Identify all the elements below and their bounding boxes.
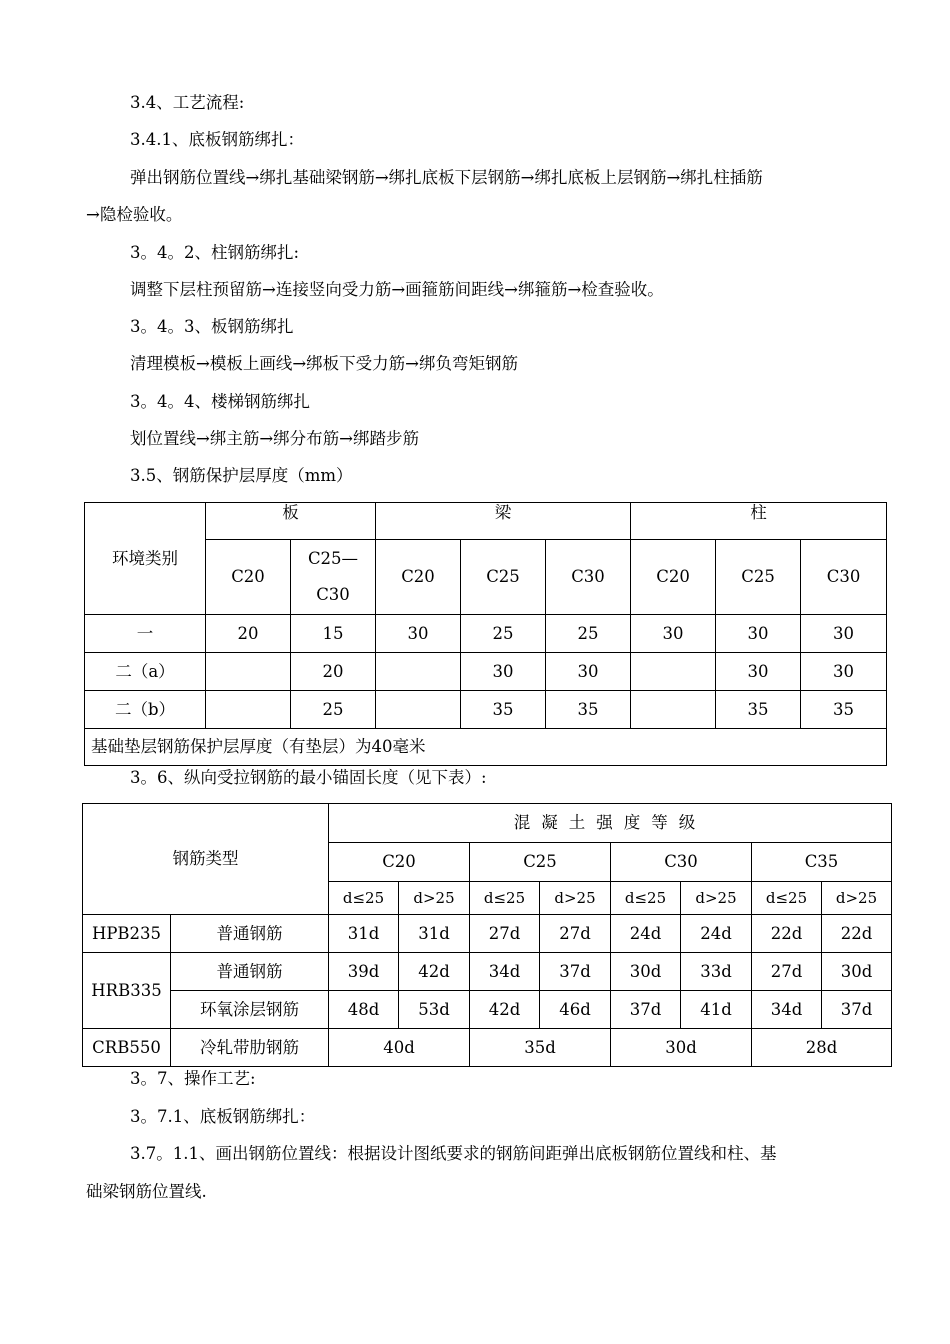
table-cell: 53d (399, 991, 470, 1029)
diameter-header: d>25 (681, 882, 752, 915)
table-row (85, 615, 887, 653)
step-3-7-1-1-line2: 础梁钢筋位置线. (86, 1182, 207, 1201)
table-cell: 35 (801, 691, 887, 729)
table-cell (631, 691, 716, 729)
table-cell: 35 (461, 691, 546, 729)
flow-plate: 清理模板→模板上画线→绑板下受力筋→绑负弯矩钢筋 (130, 354, 518, 373)
diameter-header: d>25 (540, 882, 611, 915)
section-3-4-heading: 3.4、工艺流程: (130, 93, 245, 112)
table-cell: 39d (329, 953, 399, 991)
table-cell: 31d (329, 915, 399, 953)
table-row (83, 953, 892, 991)
rebar-name: 冷轧带肋钢筋 (171, 1029, 329, 1067)
grade-header: C20 (206, 540, 291, 615)
table-cell: 37d (540, 953, 611, 991)
table-cell: 48d (329, 991, 399, 1029)
table-cell: 30d (611, 953, 681, 991)
table-cell: 27d (540, 915, 611, 953)
table-cell: 20 (291, 653, 376, 691)
flow-slab-line1: 弹出钢筋位置线→绑扎基础梁钢筋→绑扎底板下层钢筋→绑扎底板上层钢筋→绑扎柱插筋 (130, 168, 763, 187)
grade-header-line2: C30 (316, 585, 350, 604)
table-cell (631, 653, 716, 691)
table-cell (376, 653, 461, 691)
section-3-4-3-heading: 3。4。3、板钢筋绑扎 (130, 317, 294, 336)
rebar-code: CRB550 (83, 1029, 171, 1067)
flow-stair: 划位置线→绑主筋→绑分布筋→绑踏步筋 (130, 429, 419, 448)
flow-slab-line2: →隐检验收。 (86, 205, 183, 224)
table-cell: 15 (291, 615, 376, 653)
flow-column: 调整下层柱预留筋→连接竖向受力筋→画箍筋间距线→绑箍筋→检查验收。 (130, 280, 664, 299)
table-cell: 30 (716, 615, 801, 653)
table-cell: 42d (399, 953, 470, 991)
table-cell: 30 (461, 653, 546, 691)
table-cell: 42d (470, 991, 540, 1029)
table-cell (206, 653, 291, 691)
table-cell: 22d (822, 915, 892, 953)
diameter-header: d≤25 (329, 882, 399, 915)
table-cell (376, 691, 461, 729)
table-cell: 27d (752, 953, 822, 991)
rebar-code: HPB235 (83, 915, 171, 953)
table-cell: 二（a） (85, 653, 206, 691)
table-row (83, 915, 892, 953)
cover-note: 基础垫层钢筋保护层厚度（有垫层）为40毫米 (85, 729, 887, 766)
table-cell: 37d (611, 991, 681, 1029)
table-cell: 25 (461, 615, 546, 653)
table-cell: 27d (470, 915, 540, 953)
table-cell (206, 691, 291, 729)
table-row (85, 729, 887, 766)
table-row (85, 691, 887, 729)
table-row (83, 1029, 892, 1067)
table-cell: 25 (546, 615, 631, 653)
grade-header: C25 (470, 843, 611, 882)
table-cell: 35 (546, 691, 631, 729)
section-3-7-1-heading: 3。7.1、底板钢筋绑扎： (130, 1107, 316, 1126)
table-cell: 28d (752, 1029, 892, 1067)
rebar-name: 普通钢筋 (171, 915, 329, 953)
table-cell: 30d (822, 953, 892, 991)
table-cell: 24d (681, 915, 752, 953)
grade-header-line1: C25— (307, 549, 359, 568)
table-cell: 二（b） (85, 691, 206, 729)
grade-header: C30 (546, 540, 631, 615)
rebar-type-header: 钢筋类型 (83, 804, 329, 915)
table-cell: 30 (631, 615, 716, 653)
table-cell: 30 (801, 615, 887, 653)
diameter-header: d≤25 (752, 882, 822, 915)
section-3-4-2-heading: 3。4。2、柱钢筋绑扎: (130, 243, 300, 262)
rebar-name: 环氧涂层钢筋 (171, 991, 329, 1029)
env-class-header: 环境类别 (85, 503, 206, 615)
table-cell: 41d (681, 991, 752, 1029)
rebar-code: HRB335 (83, 953, 171, 1029)
table-cell: 30 (546, 653, 631, 691)
section-3-4-1-heading: 3.4.1、底板钢筋绑扎： (130, 130, 304, 149)
grade-header: C25 (461, 540, 546, 615)
table-cell: 30 (376, 615, 461, 653)
table-row (83, 991, 892, 1029)
table-cell: 30d (611, 1029, 752, 1067)
grade-header: C25 (716, 540, 801, 615)
grade-header (291, 540, 376, 615)
table-cell: 20 (206, 615, 291, 653)
grade-header: C30 (611, 843, 752, 882)
table-cell: 46d (540, 991, 611, 1029)
table-cell: 34d (470, 953, 540, 991)
table-cell: 30 (801, 653, 887, 691)
table-cell: 33d (681, 953, 752, 991)
diameter-header: d>25 (399, 882, 470, 915)
table-cell: 35 (716, 691, 801, 729)
cover-thickness-table (84, 502, 887, 766)
table-cell: 34d (752, 991, 822, 1029)
table-cell: 37d (822, 991, 892, 1029)
diameter-header: d>25 (822, 882, 892, 915)
table-cell: 40d (329, 1029, 470, 1067)
table-cell: 35d (470, 1029, 611, 1067)
table-row (85, 653, 887, 691)
table-cell: 22d (752, 915, 822, 953)
diameter-header: d≤25 (470, 882, 540, 915)
grade-header: C35 (752, 843, 892, 882)
diameter-header: d≤25 (611, 882, 681, 915)
section-3-4-4-heading: 3。4。4、楼梯钢筋绑扎 (130, 392, 310, 411)
concrete-strength-header: 混凝土强度等级 (329, 804, 892, 843)
step-3-7-1-1-line1: 3.7。1.1、画出钢筋位置线：根据设计图纸要求的钢筋间距弹出底板钢筋位置线和柱、基 (130, 1144, 777, 1163)
rebar-name: 普通钢筋 (171, 953, 329, 991)
table-cell: 一 (85, 615, 206, 653)
section-3-5-heading: 3.5、钢筋保护层厚度（mm） (130, 466, 353, 485)
slab-group-header: 板 (206, 503, 376, 540)
anchorage-length-table (82, 803, 892, 1067)
grade-header: C20 (376, 540, 461, 615)
section-3-7-heading: 3。7、操作工艺: (130, 1069, 256, 1088)
grade-header: C20 (329, 843, 470, 882)
table-cell: 24d (611, 915, 681, 953)
table-cell: 25 (291, 691, 376, 729)
table-cell: 31d (399, 915, 470, 953)
section-3-6-heading: 3。6、纵向受拉钢筋的最小锚固长度（见下表）: (130, 768, 487, 787)
table-cell: 30 (716, 653, 801, 691)
column-group-header: 柱 (631, 503, 887, 540)
grade-header: C30 (801, 540, 887, 615)
grade-header: C20 (631, 540, 716, 615)
beam-group-header: 梁 (376, 503, 631, 540)
